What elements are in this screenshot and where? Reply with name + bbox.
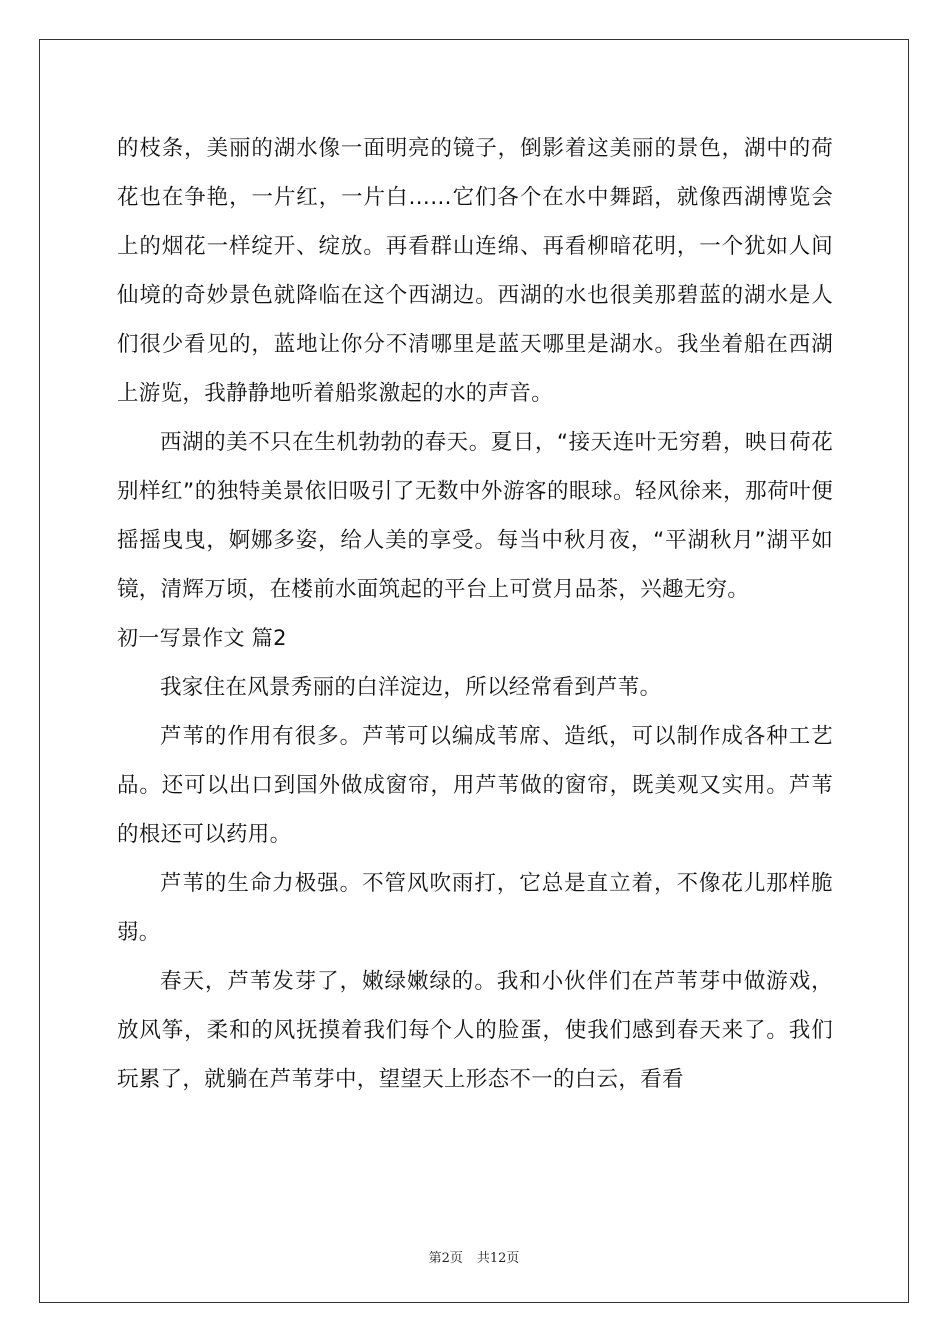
page-footer bbox=[40, 1247, 908, 1266]
paragraph: 芦苇的生命力极强。不管风吹雨打，它总是直立着，不像花儿那样脆弱。 bbox=[117, 871, 833, 945]
paragraph: 的枝条，美丽的湖水像一面明亮的镜子，倒影着这美丽的景色，湖中的荷花也在争艳，一片红，一片白……它们各个在水中舞蹈，就像西湖博览会上的烟花一样绽开、绽放。再看群山连绵、再看柳暗花明，一个犹如人间仙境的奇妙景色就降临在这个西湖边。西湖的水也很美那碧蓝的湖水是人们很少看见的，蓝地让你分不清哪里是蓝天哪里是湖水。我坐着船在西湖上游览，我静静地听着船浆激起的水的声音。 bbox=[117, 136, 833, 406]
paragraph: 我家住在风景秀丽的白洋淀边，所以经常看到芦苇。 bbox=[160, 675, 662, 700]
page-number: 第2页 bbox=[428, 1251, 463, 1266]
document-body bbox=[117, 124, 833, 1104]
paragraph: 芦苇的作用有很多。芦苇可以编成苇席、造纸，可以制作成各种工艺品。还可以出口到国外做成窗帘，用芦苇做的窗帘，既美观又实用。芦苇的根还可以药用。 bbox=[117, 724, 833, 847]
section-heading: 初一写景作文 篇2 bbox=[117, 626, 287, 650]
page-total: 共12页 bbox=[476, 1251, 520, 1266]
paragraph: 西湖的美不只在生机勃勃的春天。夏日，“接天连叶无穷碧，映日荷花别样红”的独特美景依旧吸引了无数中外游客的眼球。轻风徐来，那荷叶便摇摇曳曳，婀娜多姿，给人美的享受。每当中秋月夜，“平湖秋月”湖平如镜，清辉万顷，在楼前水面筑起的平台上可赏月品茶，兴趣无穷。 bbox=[117, 430, 833, 602]
paragraph: 春天，芦苇发芽了，嫩绿嫩绿的。我和小伙伴们在芦苇芽中做游戏，放风筝，柔和的风抚摸着我们每个人的脸蛋，使我们感到春天来了。我们玩累了，就躺在芦苇芽中，望望天上形态不一的白云，看看 bbox=[117, 969, 833, 1092]
page-frame bbox=[39, 39, 909, 1303]
